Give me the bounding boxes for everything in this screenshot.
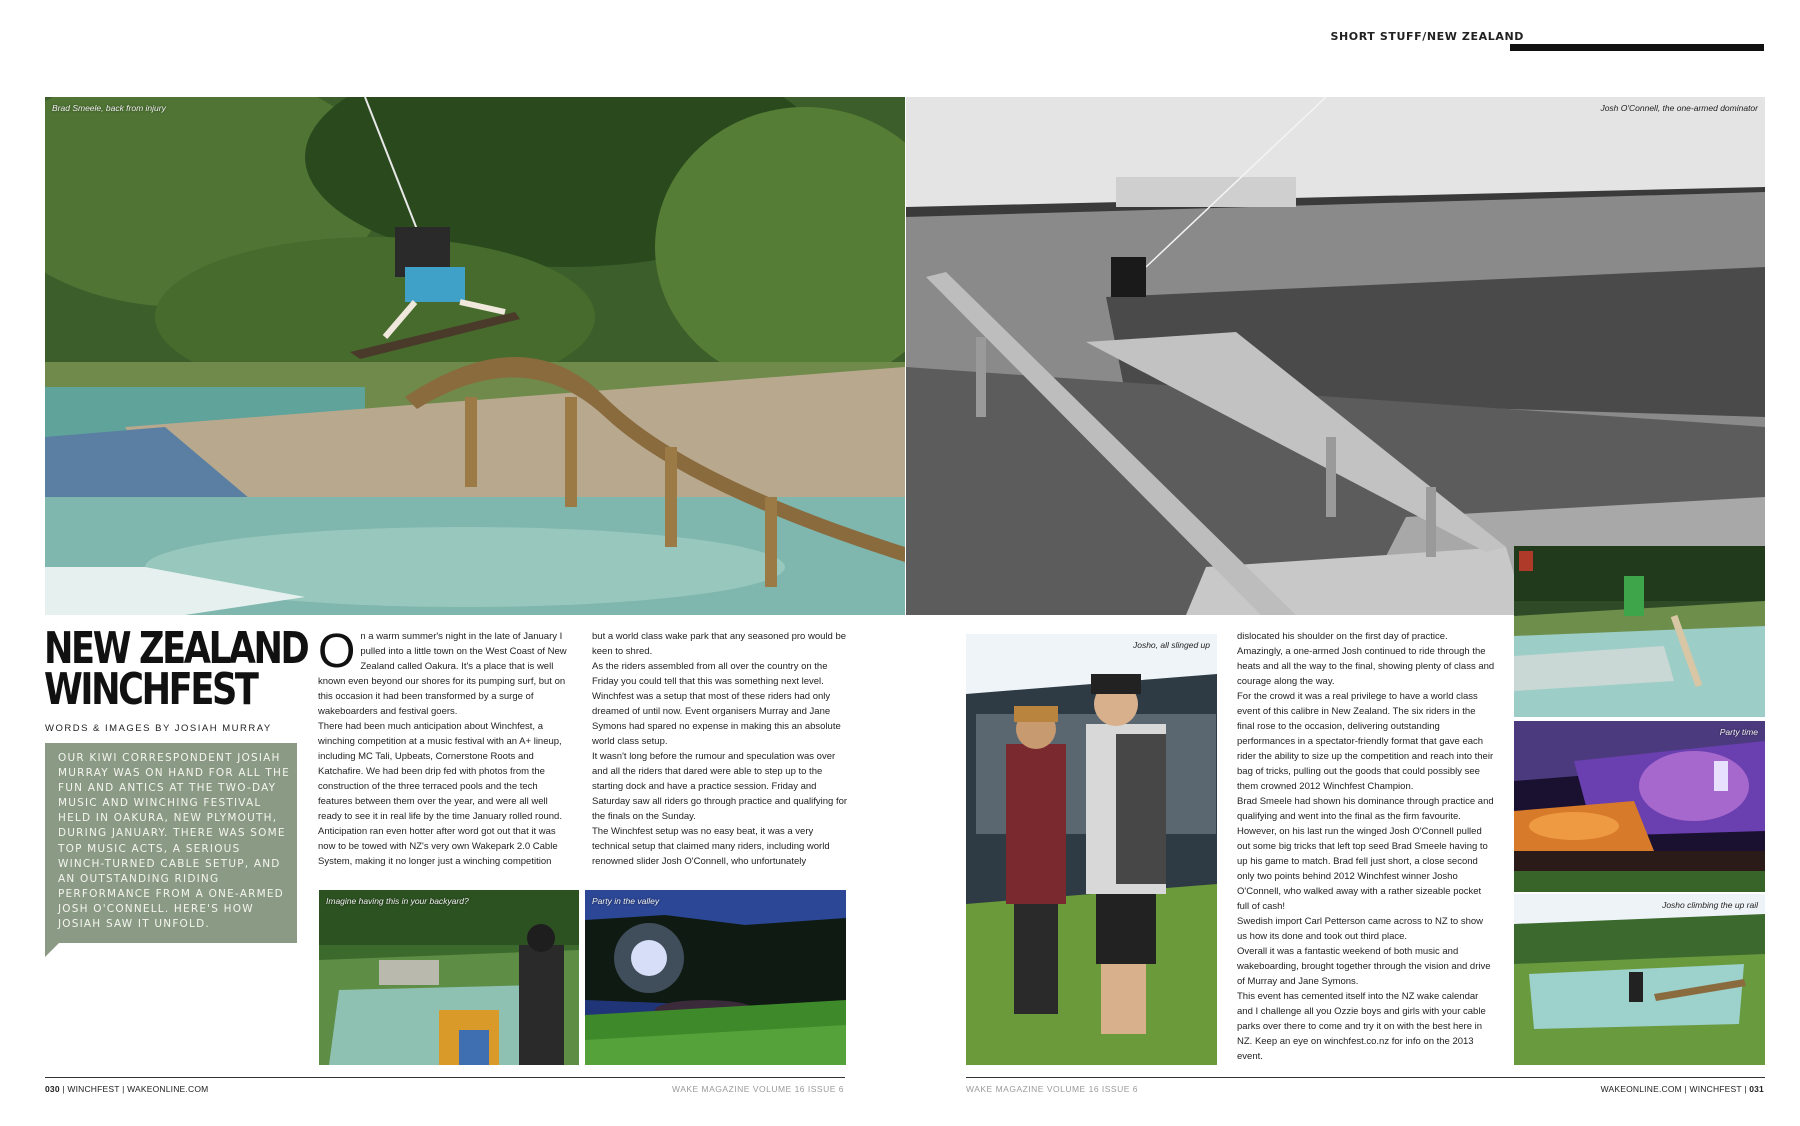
title-line-1: NEW ZEALAND <box>44 623 308 674</box>
drop-cap: O <box>318 625 356 678</box>
footer-issue-left: WAKE MAGAZINE VOLUME 16 ISSUE 6 <box>671 1084 844 1094</box>
body-paragraph: Overall it was a fantastic weekend of both music and wakeboarding, brought together through the vision and drive of Murray and Jane Symons. <box>1237 946 1491 987</box>
footer-site-left: WAKEONLINE.COM <box>127 1084 209 1094</box>
hero-photo-brad-smeele <box>45 97 905 615</box>
photo-josho-slinged-up <box>966 634 1217 1065</box>
body-paragraph: It wasn't long before the rumour and speculation was over and all the riders that dared were able to step up to the starting dock and have a practice session. Friday and Saturday saw all riders go through practice and qualifying for the finals on the Sunday. <box>592 751 848 822</box>
footer-separator: | <box>62 1084 65 1094</box>
hero-left-caption: Brad Smeele, back from injury <box>52 103 166 113</box>
body-paragraph: dislocated his shoulder on the first day of practice. Amazingly, a one-armed Josh continued to ride through the heats and all the way to the final, showing plenty of class and courage along the way. <box>1237 631 1495 687</box>
body-paragraph: For the crowd it was a real privilege to have a world class event of this calibre in New Zealand. The six riders in the final rose to the occasion, delivering outstanding performances in a spectator-friendly format that gave each rider the ability to size up the competition and reach into their bag of tricks, pulling out the goods that could possibly see them crowned 2012 Winchfest Champion. <box>1237 691 1494 792</box>
body-paragraph: As the riders assembled from all over the country on the Friday you could tell that this was something next level. Winchfest was a setup that most of these riders had only dreamed of until now. Event organisers Murray and Jane Symons had spared no expense in making this an absolute world class setup. <box>592 661 841 747</box>
footer-separator: | <box>1744 1084 1747 1094</box>
footer-separator: | <box>1684 1084 1687 1094</box>
footer-section-right: WINCHFEST <box>1689 1084 1742 1094</box>
section-header-bar <box>1510 44 1764 51</box>
body-paragraph: n a warm summer's night in the late of January I pulled into a little town on the West Coast of New Zealand called Oakura. It's a place that is well known even beyond our shores for its pumping surf, but on this occasion it had been transformed by a surge of wakeboarders and festival goers. <box>318 631 567 717</box>
page-number-left: 030 <box>45 1084 60 1094</box>
byline: WORDS & IMAGES BY JOSIAH MURRAY <box>45 723 272 734</box>
body-column-3 <box>1237 629 1495 1064</box>
uprail-caption: Josho climbing the up rail <box>1662 900 1758 910</box>
photo-party-valley <box>585 890 846 1065</box>
page-number-right: 031 <box>1749 1084 1764 1094</box>
section-label: SHORT STUFF/NEW ZEALAND <box>1330 30 1524 43</box>
body-paragraph: The Winchfest setup was no easy beat, it was a very technical setup that claimed many riders, including world renowned slider Josh O'Connell, who unfortunately <box>592 826 830 867</box>
article-title <box>44 623 308 715</box>
footer-separator: | <box>122 1084 125 1094</box>
photo-up-rail <box>1514 894 1765 1065</box>
body-paragraph: There had been much anticipation about Winchfest, a winching competition at a music festival with an A+ lineup, including MC Tali, Upbeats, Cornerstone Roots and Katchafire. We had been drip fed with photos from the construction of the three terraced pools and the tech features between them over the year, and were all well ready to see it in real life by the time January rolled round. Anticipation ran even hotter after word got out that it was now to be towed with NZ's very own Wakepark 2.0 Cable System, making it no longer just a winching competition <box>318 721 562 867</box>
party-caption: Party time <box>1719 727 1758 737</box>
photo-backyard-pool <box>319 890 579 1065</box>
body-paragraph: Swedish import Carl Petterson came across to NZ to show us how its done and took out third place. <box>1237 916 1484 942</box>
body-column-1 <box>318 625 574 869</box>
footer-issue-right: WAKE MAGAZINE VOLUME 16 ISSUE 6 <box>966 1084 1139 1094</box>
title-line-2: WINCHFEST <box>44 664 257 715</box>
footer-rule-left <box>45 1077 845 1078</box>
photo-party-stage <box>1514 721 1765 892</box>
footer-right <box>1601 1084 1764 1094</box>
photo-winch-rail <box>1514 546 1765 717</box>
body-paragraph: but a world class wake park that any seasoned pro would be keen to shred. <box>592 631 847 657</box>
standfirst-text: OUR KIWI CORRESPONDENT JOSIAH MURRAY WAS ON HAND FOR ALL THE FUN AND ANTICS AT THE TWO-DAY MUSIC AND WINCHING FESTIVAL HELD IN OAKURA, NEW PLYMOUTH, DURING JANUARY. THERE WAS SOME TOP MUSIC ACTS, A SERIOUS WINCH-TURNED CABLE SETUP, AND AN OUTSTANDING RIDING PERFORMANCE FROM A ONE-ARMED JOSH O'CONNELL. HERE'S HOW JOSIAH SAW IT UNFOLD. <box>58 752 290 931</box>
footer-site-right: WAKEONLINE.COM <box>1600 1084 1682 1094</box>
standfirst-box-tail <box>45 943 59 957</box>
body-paragraph: Brad Smeele had shown his dominance through practice and qualifying and went into the final as the firm favourite. However, on his last run the winged Josh O'Connell pulled out some big tricks that left top seed Brad Smeele having to up his game to match. Brad fell just short, a close second only two points behind 2012 Winchfest winner Josho O'Connell, who walked away with a rather sizeable pocket full of cash! <box>1237 796 1494 912</box>
josho-caption: Josho, all slinged up <box>1132 640 1210 650</box>
body-paragraph: This event has cemented itself into the NZ wake calendar and I challenge all you Ozzie boys and girls with your cable parks over there to come and try it on with the best here in NZ. Keep an eye on winchfest.co.nz for info on the 2013 event. <box>1237 991 1486 1062</box>
body-column-2 <box>592 629 852 869</box>
backyard-caption: Imagine having this in your backyard? <box>326 896 469 906</box>
footer-rule-right <box>966 1077 1765 1078</box>
hero-right-caption: Josh O'Connell, the one-armed dominator <box>1600 103 1758 113</box>
footer-left <box>45 1084 208 1094</box>
footer-section-left: WINCHFEST <box>67 1084 120 1094</box>
valley-caption: Party in the valley <box>592 896 660 906</box>
hero-photo-josh-oconnell <box>906 97 1765 615</box>
